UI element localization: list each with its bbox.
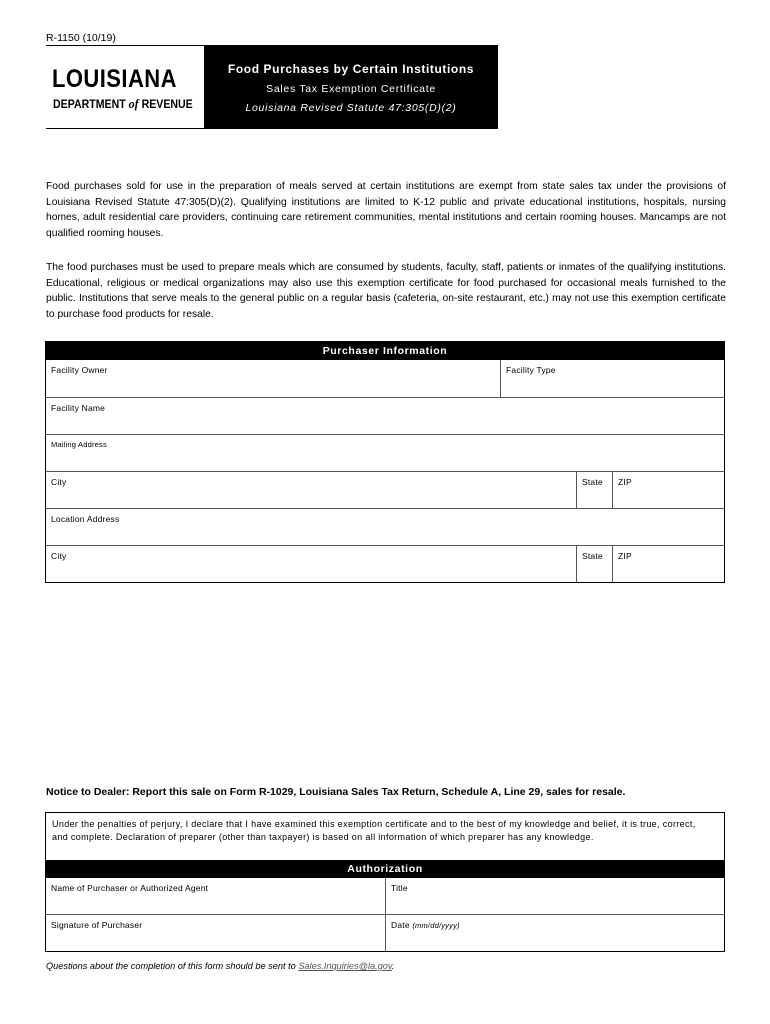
- location-state-field[interactable]: [576, 546, 612, 582]
- city-label: City: [51, 551, 67, 561]
- form-title-box: [204, 45, 498, 129]
- mailing-city-field[interactable]: [46, 472, 576, 508]
- notice-to-dealer: Notice to Dealer: Report this sale on Form R-1029, Louisiana Sales Tax Return, Schedule A, Line 29, sales for resale.: [46, 786, 626, 798]
- mailing-address-field[interactable]: [46, 435, 724, 472]
- purchaser-name-field[interactable]: [46, 878, 385, 914]
- facility-owner-row: [46, 360, 724, 398]
- intro-paragraph-1: Food purchases sold for use in the preparation of meals served at certain institutions are exempt from state sales tax under the provisions of Louisiana Revised Statute 47:305(D)(2). Qualifying institutions are limited to K-12 public and private educational institutions, hospitals, nursing homes, adult residential care providers, continuing care retirement communities, mental institutions and certain rooming houses. Mancamps are not qualified rooming houses.: [46, 181, 726, 239]
- facility-name-field[interactable]: [46, 398, 724, 435]
- authorization-header: Authorization: [46, 860, 724, 878]
- zip-label: ZIP: [618, 477, 632, 487]
- date-field[interactable]: [385, 915, 724, 951]
- mailing-address-label: Mailing Address: [51, 440, 107, 449]
- location-zip-field[interactable]: [612, 546, 724, 582]
- facility-name-label: Facility Name: [51, 403, 106, 413]
- logo-department: DEPARTMENT of REVENUE: [53, 96, 193, 111]
- purchaser-name-label: Name of Purchaser or Authorized Agent: [51, 883, 209, 893]
- purchaser-information-section: [45, 341, 725, 583]
- zip-label: ZIP: [618, 551, 632, 561]
- mailing-city-row: [46, 472, 724, 509]
- logo-state-name: LOUISIANA: [52, 65, 177, 93]
- signature-label: Signature of Purchaser: [51, 920, 143, 930]
- form-subtitle: Sales Tax Exemption Certificate: [266, 83, 436, 95]
- facility-owner-field[interactable]: [46, 360, 500, 397]
- facility-owner-label: Facility Owner: [51, 365, 108, 375]
- signature-row: [46, 915, 724, 951]
- state-label: State: [582, 477, 603, 487]
- location-address-field[interactable]: [46, 509, 724, 546]
- louisiana-revenue-logo: [46, 45, 204, 129]
- facility-type-label: Facility Type: [506, 365, 556, 375]
- signature-field[interactable]: [46, 915, 385, 951]
- intro-paragraph-2: The food purchases must be used to prepare meals which are consumed by students, faculty, staff, patients or inmates of the qualifying institutions. Educational, religious or medical organizations may also use this exemption certificate for food purchased for occasional meals furnished to the public. Institutions that serve meals to the general public on a regular basis (cafeteria, on-site restaurant, etc.) may not use this exemption certificate to purchase food products for resale.: [46, 262, 726, 320]
- state-label: State: [582, 551, 603, 561]
- location-city-field[interactable]: [46, 546, 576, 582]
- form-statute: Louisiana Revised Statute 47:305(D)(2): [245, 102, 457, 114]
- location-city-row: [46, 546, 724, 582]
- facility-type-field[interactable]: [500, 360, 724, 397]
- perjury-declaration: Under the penalties of perjury, I declare that I have examined this exemption certificate and to the best of my knowledge and belief, it is true, correct, and complete. Declaration of preparer (other than taxpayer) is based on all information of which preparer has any knowledge.: [52, 819, 696, 842]
- agent-row: [46, 878, 724, 915]
- date-label: Date (mm/dd/yyyy): [391, 920, 460, 930]
- sales-inquiries-email-link[interactable]: Sales.Inquiries@la.gov: [298, 961, 392, 971]
- form-title: Food Purchases by Certain Institutions: [227, 62, 475, 76]
- mailing-state-field[interactable]: [576, 472, 612, 508]
- location-address-label: Location Address: [51, 514, 120, 524]
- title-label: Title: [391, 883, 408, 893]
- authorization-section: [45, 812, 725, 952]
- form-number: R-1150 (10/19): [46, 32, 116, 44]
- mailing-zip-field[interactable]: [612, 472, 724, 508]
- purchaser-information-header: Purchaser Information: [46, 342, 724, 360]
- city-label: City: [51, 477, 67, 487]
- title-field[interactable]: [385, 878, 724, 914]
- questions-footer: Questions about the completion of this form should be sent to Sales.Inquiries@la.gov.: [46, 961, 395, 971]
- questions-text: Questions about the completion of this form should be sent to: [46, 961, 296, 971]
